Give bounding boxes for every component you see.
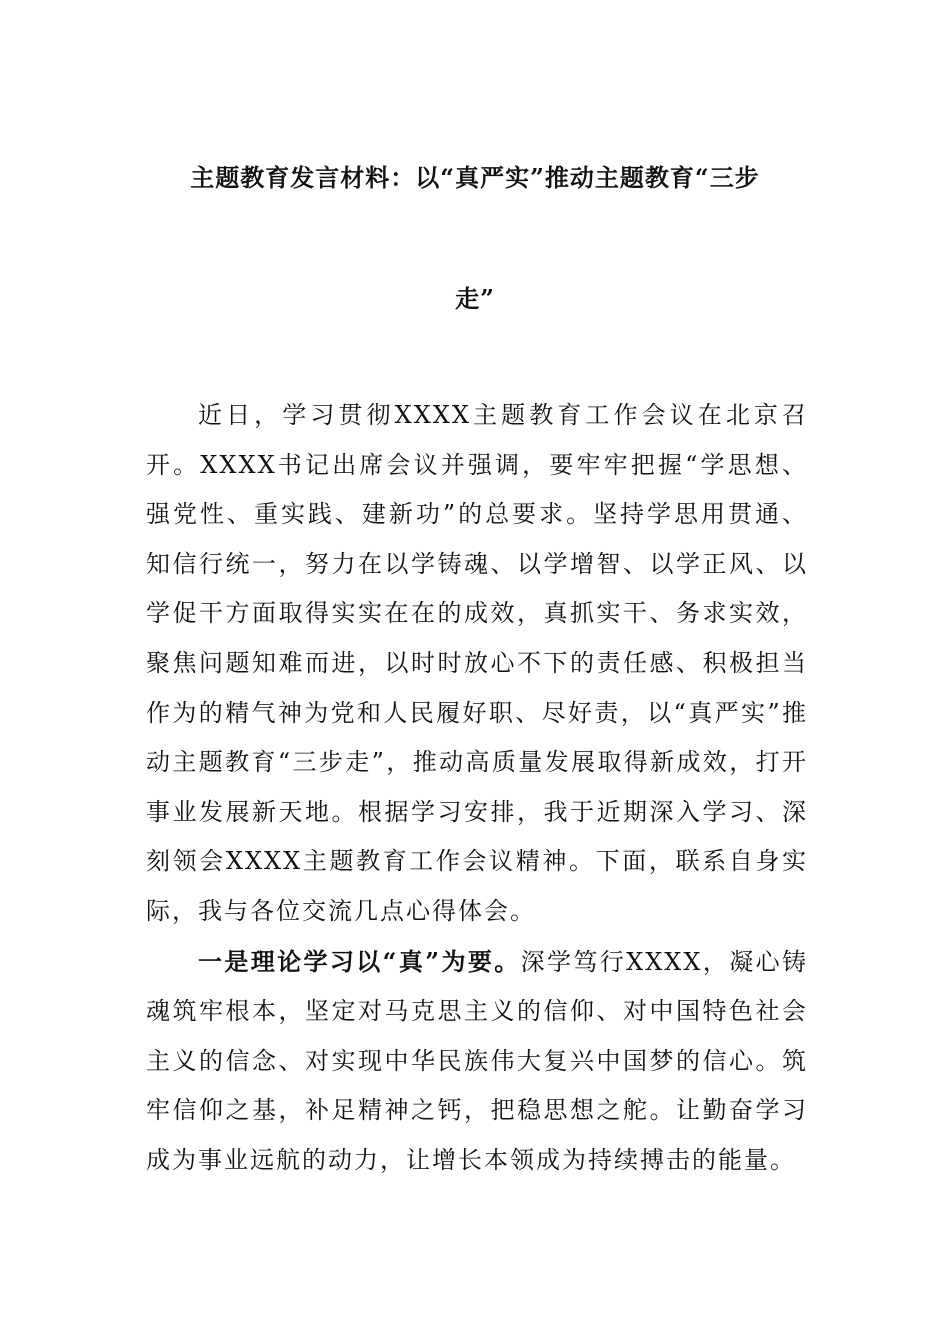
paragraph-point-one-heading: 一是理论学习以“真”为要。 — [198, 946, 521, 976]
document-title-line-1: 主题教育发言材料：以“真严实”推动主题教育“三步 — [190, 163, 760, 192]
document-body — [146, 391, 808, 1186]
paragraph-intro — [146, 391, 808, 937]
document-title-line-2: 走” — [455, 284, 495, 313]
paragraph-intro-text: 近日，学习贯彻XXXX主题教育工作会议在北京召开。XXXX书记出席会议并强调，要牢牢把握“学思想、强党性、重实践、建新功”的总要求。坚持学思用贯通、知信行统一，努力在以学铸魂、以学增智、以学正风、以学促干方面取得实实在在的成效，真抓实干、务求实效，聚焦问题知难而进，以时时放心不下的责任感、积极担当作为的精气神为党和人民履好职、尽好责，以“真严实”推动主题教育“三步走”，推动高质量发展取得新成效，打开事业发展新天地。根据学习安排，我于近期深入学习、深刻领会XXXX主题教育工作会议精神。下面，联系自身实际，我与各位交流几点心得体会。 — [146, 401, 808, 925]
paragraph-point-one-text: 深学笃行XXXX，凝心铸魂筑牢根本，坚定对马克思主义的信仰、对中国特色社会主义的信念、对实现中华民族伟大复兴中国梦的信心。筑牢信仰之基，补足精神之钙，把稳思想之舵。让勤奋学习成为事业远航的动力，让增长本领成为持续搏击的能量。 — [146, 947, 809, 1174]
paragraph-point-one — [146, 937, 808, 1186]
